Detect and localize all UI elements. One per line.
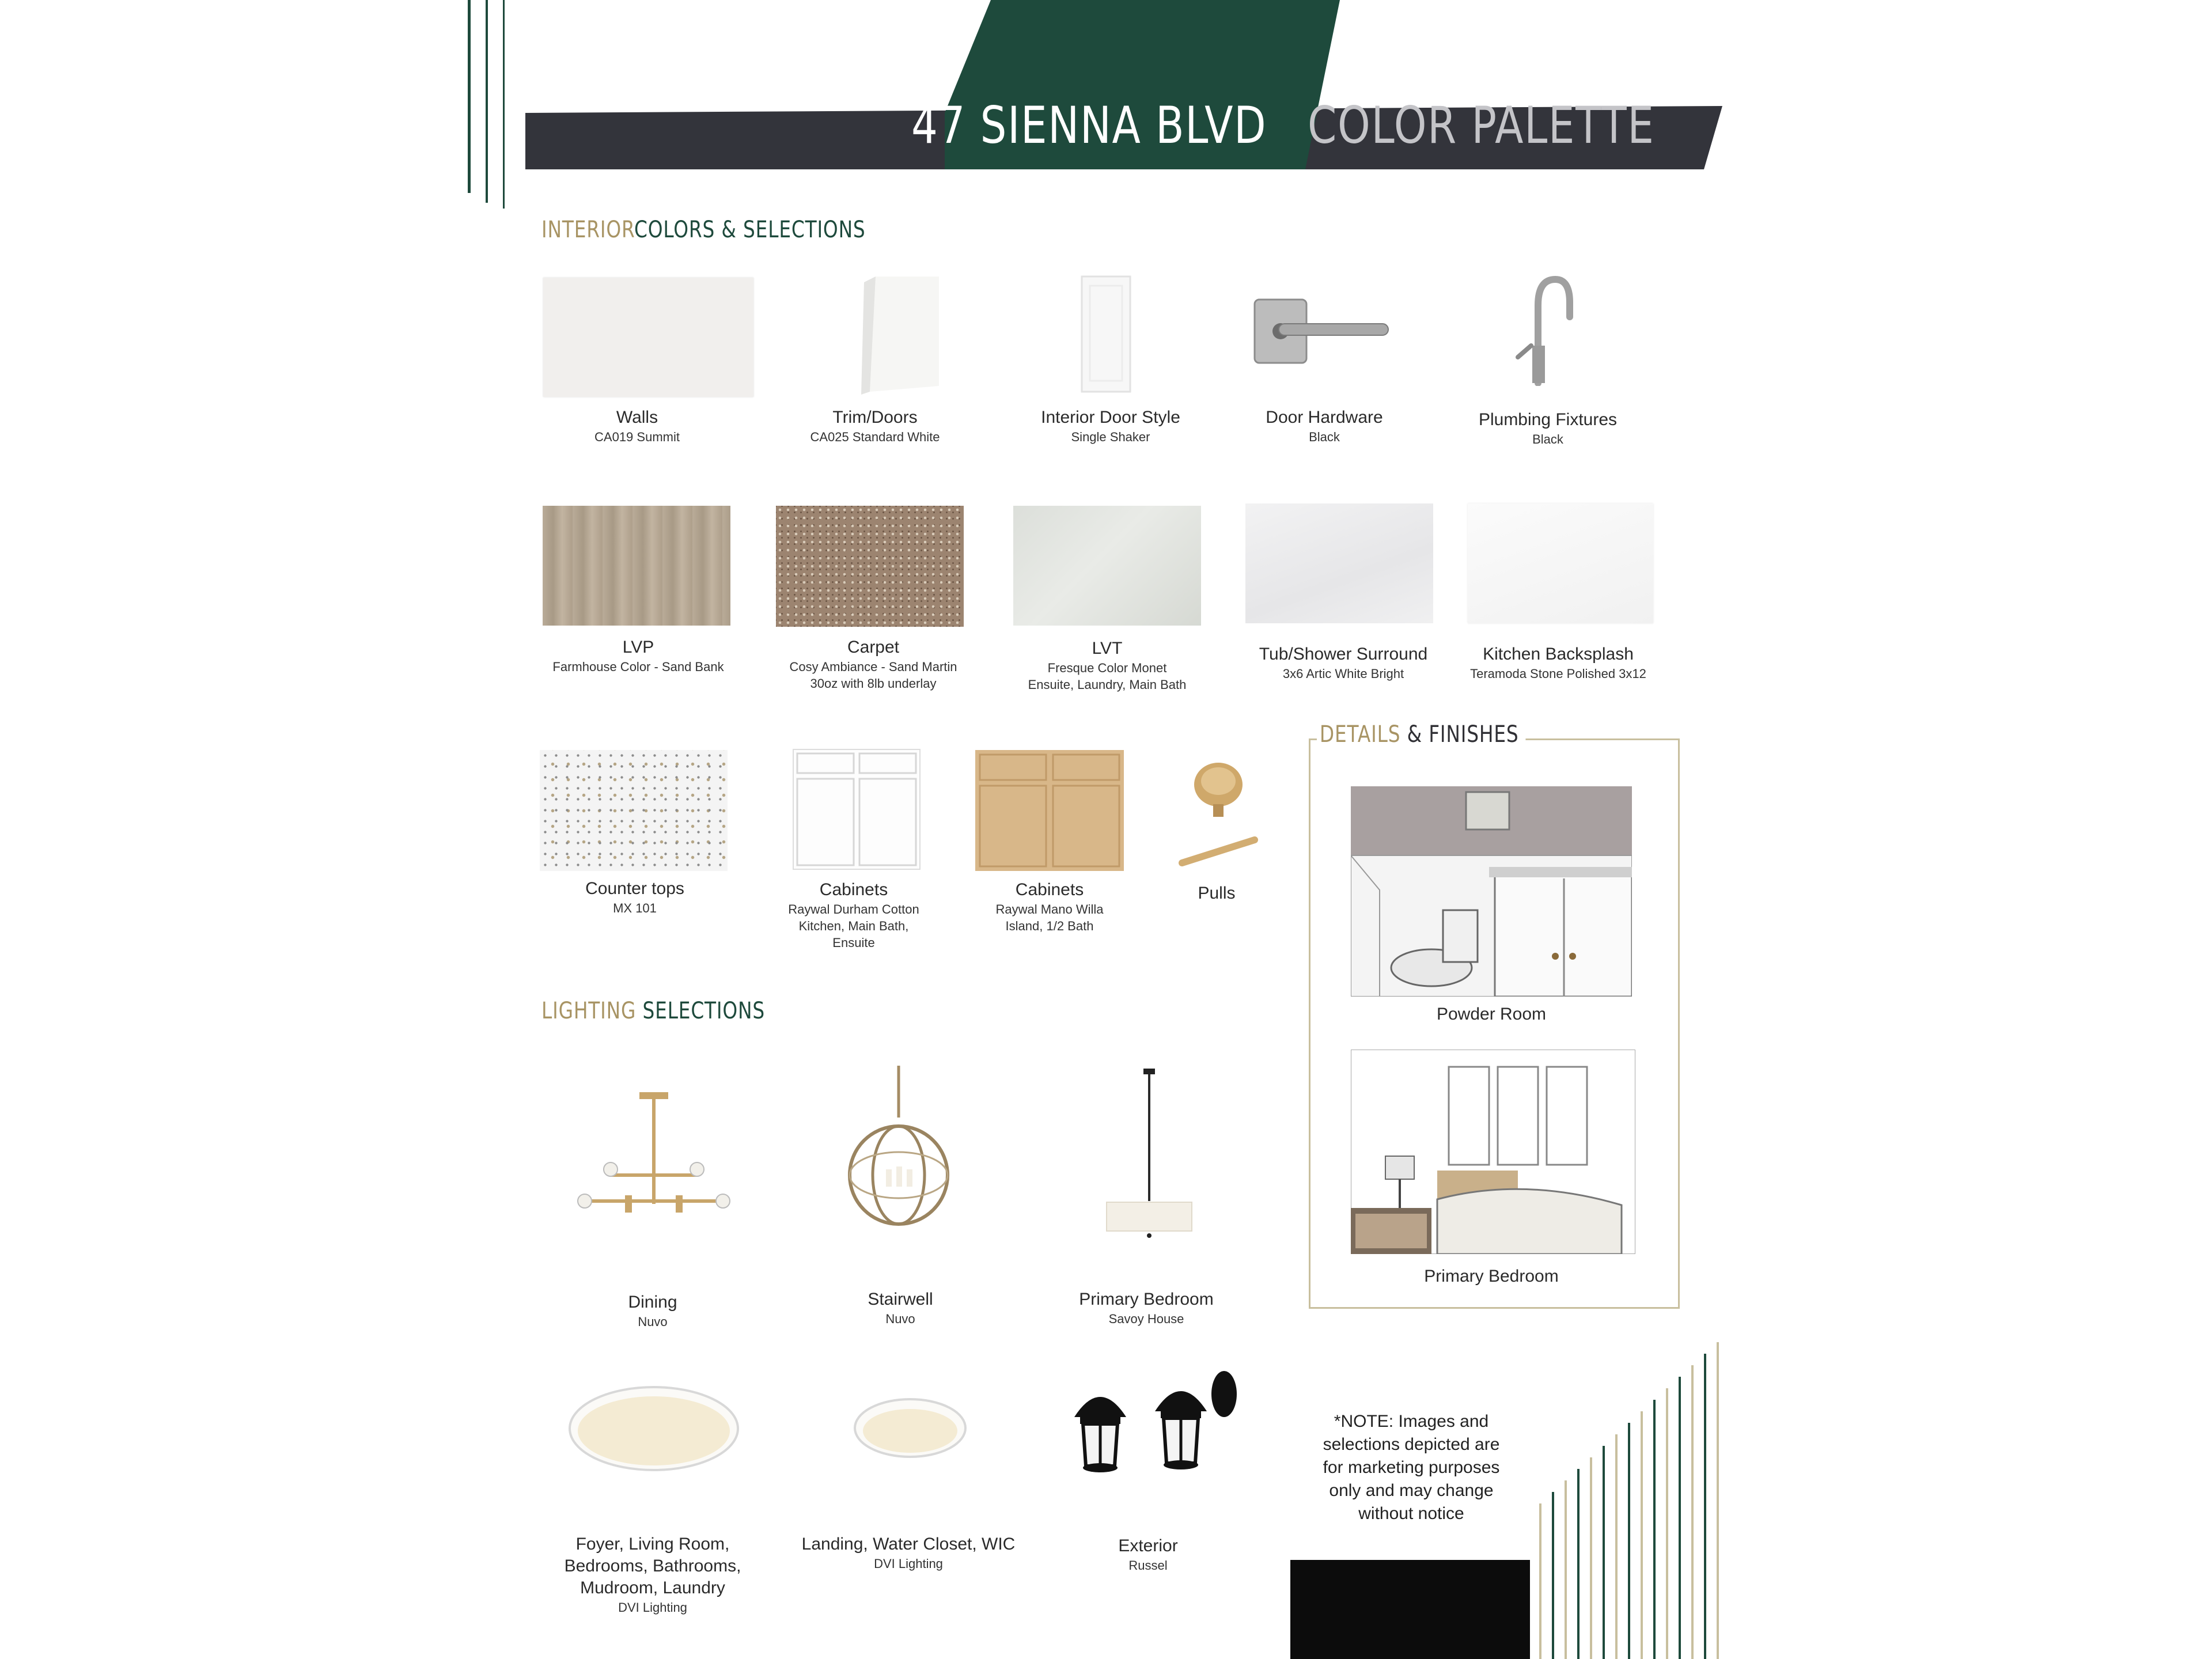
item-name: Kitchen Backsplash <box>1483 645 1634 664</box>
primary-bedroom-light-image <box>1103 1069 1195 1238</box>
flush-mount-light-image <box>567 1382 740 1475</box>
item-sub: Black <box>1532 432 1563 446</box>
backsplash-swatch <box>1468 503 1653 623</box>
item-sub: CA019 Summit <box>594 430 680 444</box>
item-sub: Farmhouse Color - Sand Bank <box>552 660 724 674</box>
lighting-heading-a: LIGHTING <box>541 998 637 1024</box>
countertop-item <box>585 878 684 916</box>
disclaimer-note <box>1308 1410 1515 1525</box>
note-line: *NOTE: Images and <box>1334 1412 1489 1431</box>
exterior-light-item <box>1118 1535 1177 1574</box>
pulls-swatch <box>1175 760 1262 870</box>
interior-door-swatch <box>1081 275 1132 393</box>
lvt-swatch <box>1013 506 1201 626</box>
primary-bedroom-image <box>1351 1050 1635 1254</box>
item-name: LVT <box>1092 639 1123 658</box>
walls-swatch <box>543 278 753 397</box>
cabinet-wood-item <box>995 879 1103 934</box>
note-line: selections depicted are <box>1323 1435 1500 1454</box>
item-sub: CA025 Standard White <box>810 430 940 444</box>
interior-heading-b: COLORS & SELECTIONS <box>634 217 866 243</box>
item-sub: MX 101 <box>613 901 657 915</box>
primary-bedroom-detail-item <box>1424 1266 1558 1287</box>
item-name: Stairwell <box>868 1290 933 1309</box>
plumbing-fixture-swatch <box>1503 271 1584 386</box>
trim-swatch <box>830 271 945 403</box>
item-sub: Kitchen, Main Bath, <box>798 919 909 933</box>
lvt-item <box>1028 638 1187 693</box>
cabinet-wood-swatch <box>975 750 1124 871</box>
item-sub: Cosy Ambiance - Sand Martin <box>789 660 957 674</box>
item-sub: Russel <box>1128 1558 1168 1573</box>
note-line: for marketing purposes <box>1323 1458 1500 1477</box>
item-name: Cabinets <box>1015 880 1084 899</box>
item-name: Plumbing Fixtures <box>1478 410 1618 429</box>
lvp-swatch <box>543 506 730 626</box>
door-hardware-swatch <box>1250 294 1394 369</box>
small-flush-light-image <box>853 1396 968 1460</box>
details-heading-b: & FINISHES <box>1407 721 1519 748</box>
item-name: Tub/Shower Surround <box>1259 645 1428 664</box>
item-sub: Ensuite <box>832 935 875 950</box>
countertop-swatch <box>540 750 728 871</box>
item-name: Powder Room <box>1436 1005 1547 1024</box>
page-subtitle: COLOR PALETTE <box>1308 96 1655 155</box>
backsplash-item <box>1470 643 1646 682</box>
item-sub: Island, 1/2 Bath <box>1005 919 1094 933</box>
footer-block <box>1290 1560 1530 1659</box>
item-name: Mudroom, Laundry <box>580 1578 725 1597</box>
lighting-heading <box>541 998 765 1024</box>
item-name: Interior Door Style <box>1041 408 1180 427</box>
item-sub: Raywal Mano Willa <box>995 902 1104 916</box>
item-name: Primary Bedroom <box>1079 1290 1214 1309</box>
item-name: Trim/Doors <box>832 408 918 427</box>
item-sub: Nuvo <box>885 1312 915 1326</box>
carpet-swatch <box>776 506 964 627</box>
dining-light-image <box>565 1089 743 1221</box>
item-name: Walls <box>616 408 658 427</box>
item-sub: Black <box>1309 430 1340 444</box>
item-name: Primary Bedroom <box>1424 1267 1559 1286</box>
item-sub: Fresque Color Monet <box>1047 661 1167 675</box>
tub-surround-item <box>1259 643 1427 682</box>
powder-room-item <box>1437 1003 1546 1025</box>
note-line: without notice <box>1358 1504 1464 1523</box>
item-sub: DVI Lighting <box>618 1600 687 1615</box>
item-sub: Teramoda Stone Polished 3x12 <box>1470 666 1646 681</box>
item-name: Cabinets <box>819 880 888 899</box>
landing-light-item <box>802 1533 1016 1572</box>
item-name: Exterior <box>1118 1536 1178 1555</box>
tub-surround-swatch <box>1245 503 1433 623</box>
details-heading <box>1317 721 1525 748</box>
item-sub: Savoy House <box>1108 1312 1184 1326</box>
lighting-heading-b: SELECTIONS <box>642 998 766 1024</box>
decor-line <box>468 0 471 193</box>
decor-lines-right <box>1532 1313 1751 1659</box>
item-sub: 30oz with 8lb underlay <box>810 676 937 691</box>
item-sub: Nuvo <box>638 1315 668 1329</box>
item-sub: Single Shaker <box>1071 430 1150 444</box>
item-sub: Ensuite, Laundry, Main Bath <box>1028 677 1187 692</box>
decor-line <box>486 0 488 203</box>
walls-item <box>594 407 680 445</box>
trim-doors-item <box>810 407 940 445</box>
exterior-light-image <box>1057 1365 1241 1486</box>
stairwell-light-image <box>841 1066 956 1241</box>
details-heading-a: DETAILS <box>1319 721 1401 748</box>
item-sub: 3x6 Artic White Bright <box>1282 666 1404 681</box>
item-name: Landing, Water Closet, WIC <box>801 1535 1016 1554</box>
item-name: Counter tops <box>585 879 684 898</box>
item-sub: Raywal Durham Cotton <box>788 902 919 916</box>
page-title: 47 SIENNA BLVD <box>911 96 1267 155</box>
cabinet-white-swatch <box>793 749 921 870</box>
primary-bedroom-light-item <box>1079 1289 1213 1327</box>
note-line: only and may change <box>1329 1481 1494 1500</box>
decor-line <box>503 0 505 209</box>
foyer-light-item <box>565 1533 741 1616</box>
item-name: Pulls <box>1198 884 1236 903</box>
powder-room-image <box>1351 786 1632 997</box>
interior-heading-a: INTERIOR <box>541 217 634 243</box>
item-name: Dining <box>628 1293 677 1312</box>
item-sub: DVI Lighting <box>874 1556 943 1571</box>
item-name: Bedrooms, Bathrooms, <box>564 1556 741 1575</box>
item-name: Door Hardware <box>1266 408 1383 427</box>
cabinet-white-item <box>788 879 919 951</box>
carpet-item <box>789 637 957 692</box>
door-style-item <box>1041 407 1180 445</box>
pulls-item <box>1198 882 1235 904</box>
door-hardware-item <box>1266 407 1382 445</box>
item-name: Carpet <box>847 638 900 657</box>
stairwell-item <box>868 1289 933 1327</box>
dining-item <box>628 1291 677 1330</box>
item-name: LVP <box>622 638 654 657</box>
interior-heading <box>541 217 866 243</box>
plumbing-item <box>1479 409 1617 448</box>
lvp-item <box>552 637 724 675</box>
item-name: Foyer, Living Room, <box>575 1535 730 1554</box>
